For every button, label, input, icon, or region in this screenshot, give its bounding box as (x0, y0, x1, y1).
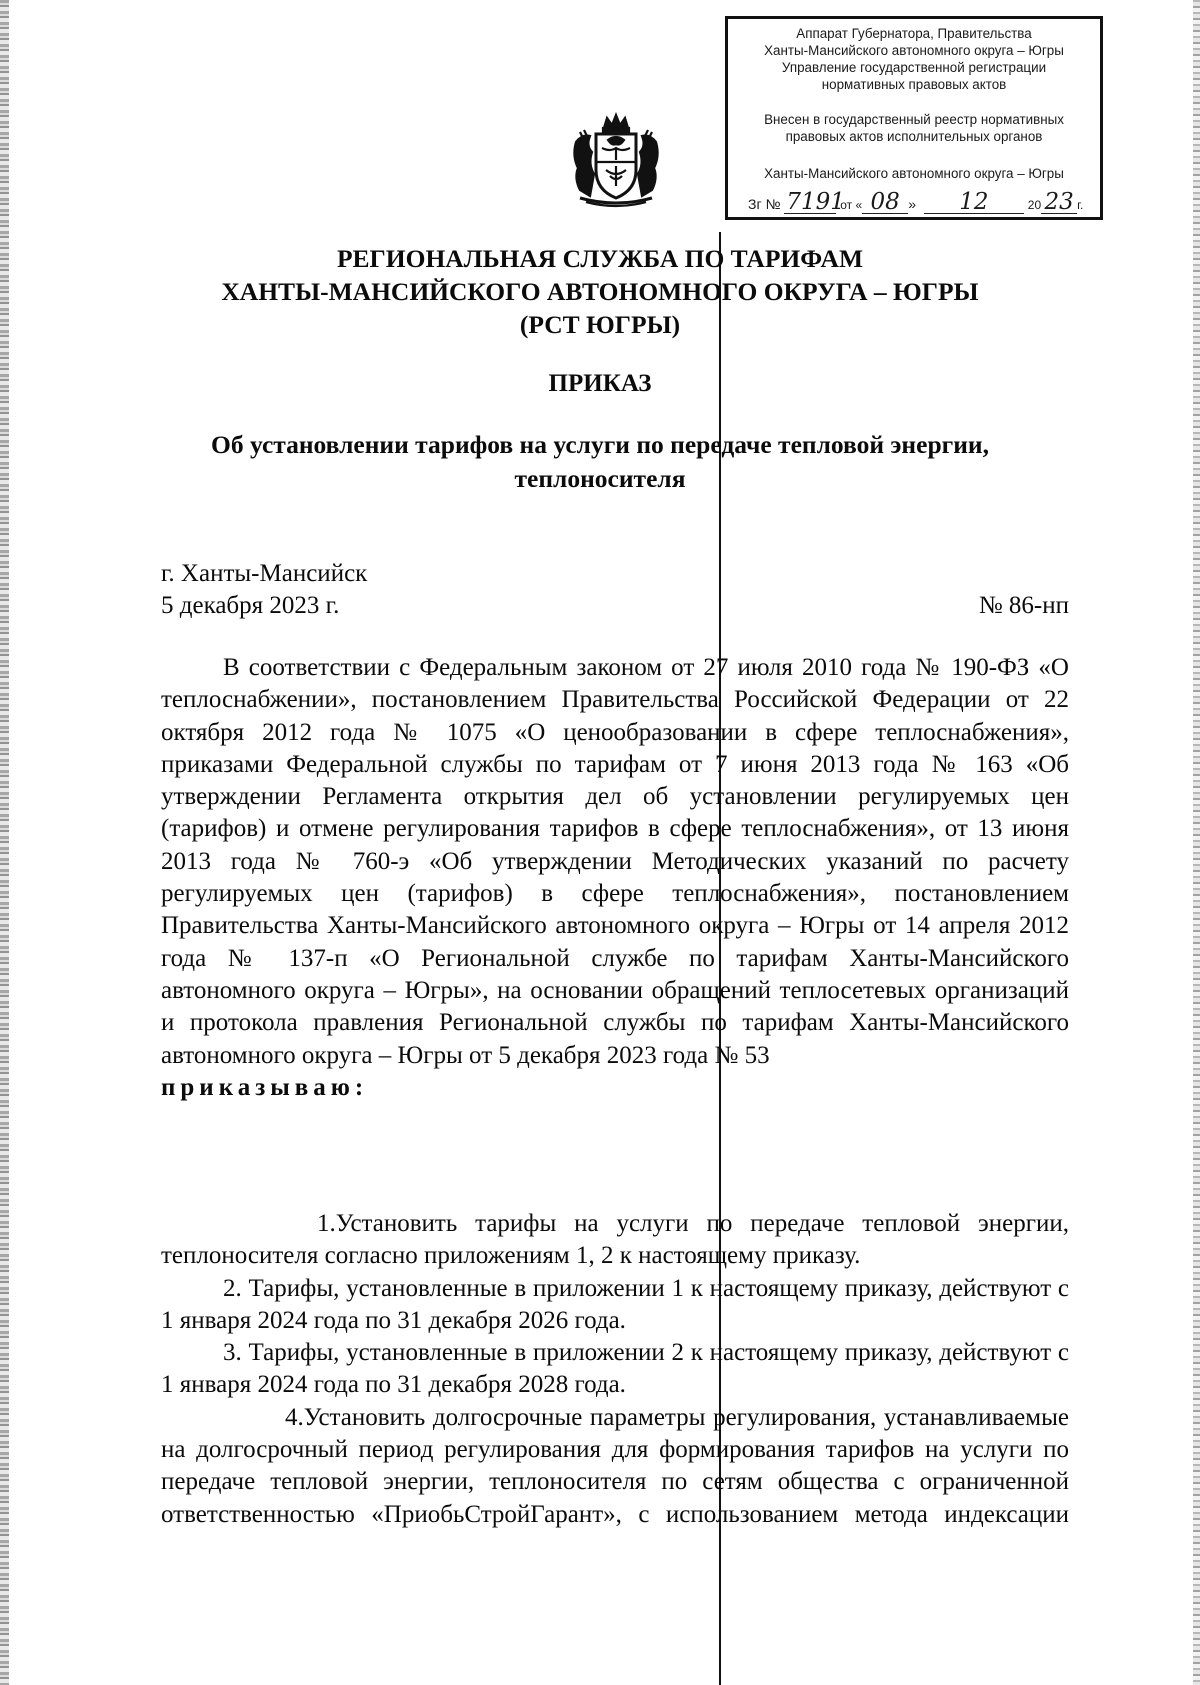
stamp-included-line: Внесен в государственный реестр нормативных (764, 112, 1064, 127)
stamp-year-end: г. (1077, 198, 1084, 212)
order-item-text: Тарифы, установленные в приложении 1 к настоящему приказу, действуют с 1 января 2024 года по 31 декабря 2026 года. (161, 1274, 1070, 1334)
stamp-registration-number (748, 191, 1094, 217)
stamp-reg-prefix: Зг № (748, 196, 781, 212)
preamble-text: В соответствии с Федеральным законом от 27 июля 2010 года № 190-ФЗ «О теплоснабжении», постановлением Правительства Российской Федерации от 22 октября 2012 года № 1075 «О ценообразовании в сфере теплоснабжения», приказами Федеральной службы по тарифам от 7 июня 2013 года № 163 «Об утверждении Регламента открытия дел об установлении регулируемых цен (тарифов) и отмене регулирования тарифов в сфере теплоснабжения», от 13 июня 2013 года № 760-э «Об утверждении Методических указаний по расчету регулируемых цен (тарифов) в сфере теплоснабжения», постановлением Правительства Ханты-Мансийского автономного округа – Югры от 14 апреля 2012 года № 137-п «О Региональной службе по тарифам Ханты-Мансийского автономного округа – Югры», на основании обращений теплосетевых организаций и протокола правления Региональной службы по тарифам Ханты-Мансийского автономного округа – Югры от 5 декабря 2023 года № 53 (161, 654, 1069, 1069)
stamp-org-line: нормативных правовых актов (821, 77, 1007, 92)
order-item-number: 2. (223, 1274, 242, 1302)
stamp-org-line: Управление государственной регистрации (781, 60, 1047, 75)
order-item-text: Тарифы, установленные в приложении 2 к настоящему приказу, действуют с 1 января 2024 года по 31 декабря 2028 года. (161, 1339, 1070, 1399)
order-item (161, 1402, 1069, 1531)
stamp-year-prefix: 20 (1027, 198, 1042, 212)
stamp-day-handwritten: 08 (862, 191, 908, 214)
document-number: № 86-нп (978, 592, 1069, 619)
subject-line: Об установлении тарифов на услуги по передаче тепловой энергии, (211, 430, 989, 459)
org-title (0, 242, 1200, 341)
order-item-number: 3. (223, 1339, 242, 1367)
stamp-date-from: от « (840, 198, 863, 212)
coat-of-arms-icon (566, 112, 666, 210)
stamp-region: Ханты-Мансийского автономного округа – Югры (764, 166, 1064, 181)
order-item-text: Установить тарифы на услуги по передаче тепловой энергии, теплоносителя согласно приложениям 1, 2 к настоящему приказу. (161, 1210, 1069, 1270)
order-item (161, 1337, 1069, 1402)
stamp-day-close: » (908, 196, 916, 212)
stamp-included-block (732, 111, 1096, 145)
order-word: приказываю (161, 1073, 355, 1101)
subject-line: теплоносителя (514, 464, 686, 493)
document-subject (0, 428, 1200, 496)
order-item (161, 1273, 1069, 1338)
registration-stamp (725, 16, 1103, 220)
stamp-org-line: Ханты-Мансийского автономного округа – Югры (764, 43, 1064, 58)
stamp-reg-number-handwritten: 7191 (786, 189, 845, 215)
org-title-line: РЕГИОНАЛЬНАЯ СЛУЖБА ПО ТАРИФАМ (336, 244, 864, 273)
place-and-date (161, 558, 367, 622)
stamp-year-handwritten: 23 (1041, 191, 1077, 214)
stamp-included-line: правовых актов исполнительных органов (785, 129, 1043, 144)
order-colon: : (354, 1073, 364, 1101)
stamp-org-line: Аппарат Губернатора, Правительства (796, 26, 1032, 41)
org-short-name: (РСТ ЮГРЫ) (519, 310, 681, 339)
order-items (161, 1208, 1069, 1531)
preamble-paragraph (161, 652, 1069, 1104)
order-item (161, 1208, 1069, 1273)
org-title-line: ХАНТЫ-МАНСИЙСКОГО АВТОНОМНОГО ОКРУГА – ЮГРЫ (221, 277, 979, 306)
order-item-text: Установить долгосрочные параметры регулирования, устанавливаемые на долгосрочный период регулирования для формирования тарифов на услуги по передаче тепловой энергии, теплоносителя по сетям общества с ограниченной ответственностью «ПриобьСтройГарант», с использованием метода индексации (161, 1403, 1069, 1528)
document-type: ПРИКАЗ (548, 370, 652, 397)
stamp-month-handwritten: 12 (924, 191, 1024, 214)
stamp-org-block (732, 25, 1096, 93)
document-date: 5 декабря 2023 г. (161, 592, 340, 619)
order-item-number: 1. (317, 1210, 336, 1237)
order-item-number: 4. (285, 1403, 304, 1431)
city: г. Ханты-Мансийск (161, 560, 368, 587)
